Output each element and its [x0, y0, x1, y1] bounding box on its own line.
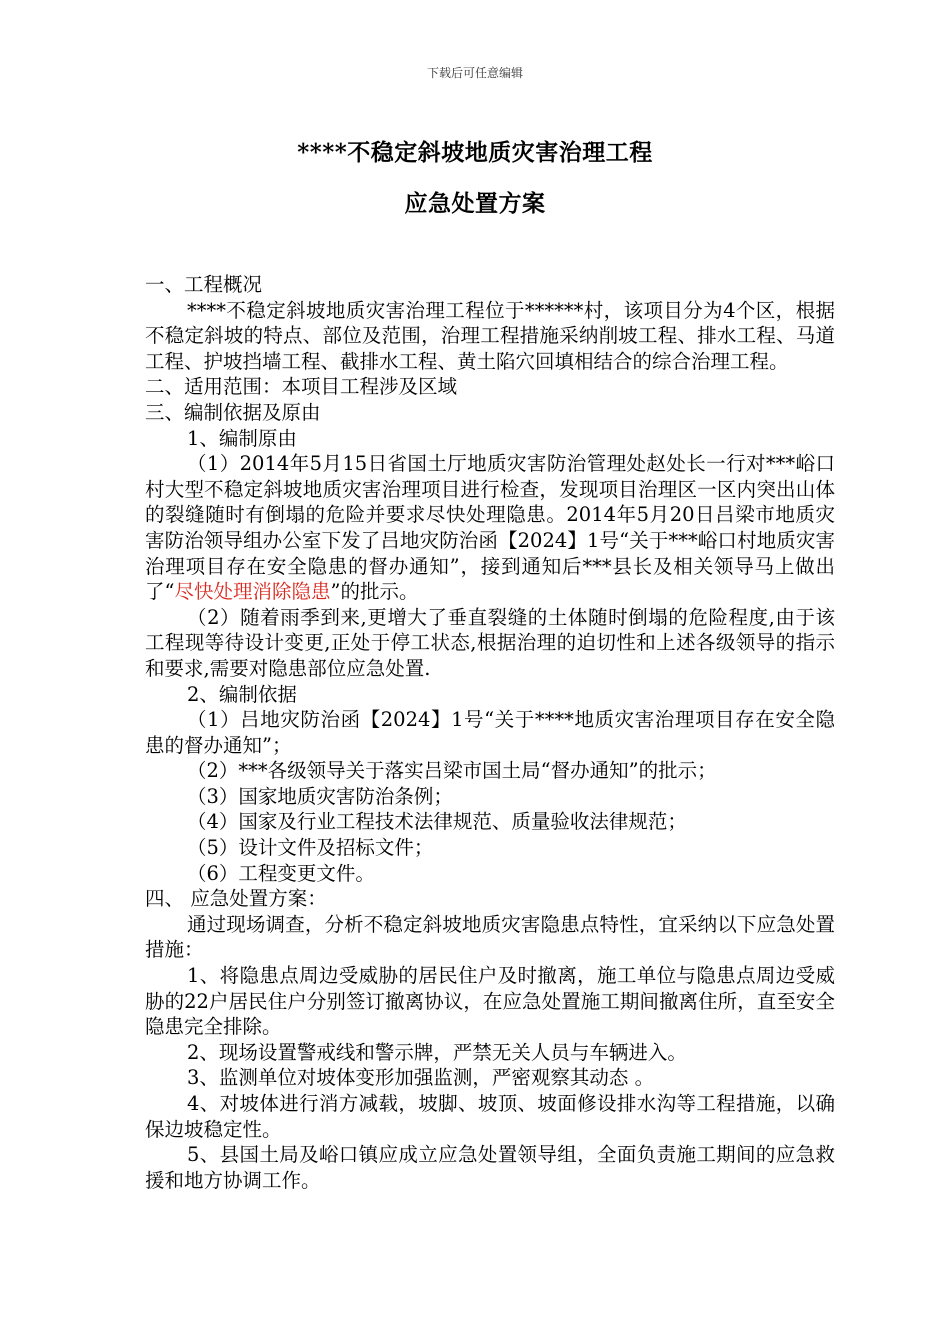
section-heading-plan: 四、 应急处置方案：: [145, 887, 327, 911]
overview-paragraph: ****不稳定斜坡地质灾害治理工程位于******村，该项目分为4个区，根据不稳定斜坡的特点、部位及范围，治理工程措施采纳削坡工程、排水工程、马道工程、护坡挡墙工程、截排水工程、黄土陷穴回填相结合的综合治理工程。: [145, 298, 835, 373]
highlighted-instruction: 尽快处理消除隐患: [174, 580, 331, 604]
subheading-basis: 2、编制依据: [187, 682, 297, 706]
plan-intro: 通过现场调查，分析不稳定斜坡地质灾害隐患点特性，宜采纳以下应急处置措施：: [145, 912, 835, 962]
measure-item-1: 1、将隐患点周边受威胁的居民住户及时撤离，施工单位与隐患点周边受威胁的22户居民住户分别签订撤离协议，在应急处置施工期间撤离住所，直至安全隐患完全排除。: [145, 964, 835, 1039]
reason-text-a: （1）2014年5月15日省国土厅地质灾害防治管理处赵处长一行对***峪口村大型不稳定斜坡地质灾害治理项目进行检查，发现项目治理区一区内突出山体的裂缝随时有倒塌的危险并要求尽快处理隐患。2014年5月20日吕梁市地质灾害防治领导组办公室下发了吕地灾防治函【2024】1号“关于***峪口村地质灾害治理项目存在安全隐患的督办通知”，接到通知后***县长及相关领导马上做出了“: [145, 452, 835, 604]
basis-item-3: （3）国家地质灾害防治条例；: [187, 784, 453, 808]
measure-item-2: 2、现场设置警戒线和警示牌，严禁无关人员与车辆进入。: [187, 1040, 687, 1064]
measure-item-3: 3、监测单位对坡体变形加强监测，严密观察其动态 。: [187, 1066, 655, 1090]
measure-item-4: 4、对坡体进行消方减载，坡脚、坡顶、坡面修设排水沟等工程措施，以确保边坡稳定性。: [145, 1092, 835, 1141]
basis-item-4: （4）国家及行业工程技术法律规范、质量验收法律规范；: [187, 810, 687, 834]
document-subtitle: 应急处置方案: [404, 190, 546, 217]
reason-paragraph-1: [145, 451, 835, 605]
reason-paragraph-2: （2）随着雨季到来,更增大了垂直裂缝的土体随时倒塌的危险程度,由于该工程现等待设计变更,正处于停工状态,根据治理的迫切性和上述各级领导的指示和要求,需要对隐患部位应急处置.: [145, 605, 835, 680]
subheading-reason: 1、编制原由: [187, 426, 297, 450]
document-body: [145, 272, 835, 1193]
reason-text-b: ”的批示。: [330, 580, 419, 604]
measure-item-5: 5、县国土局及峪口镇应成立应急处置领导组，全面负责施工期间的应急救援和地方协调工作。: [145, 1143, 835, 1192]
basis-item-1: （1）吕地灾防治函【2024】1号“关于****地质灾害治理项目存在安全隐患的督办通知”；: [145, 708, 835, 757]
document-title: ****不稳定斜坡地质灾害治理工程: [297, 139, 653, 166]
basis-item-5: （5）设计文件及招标文件；: [187, 836, 434, 860]
basis-item-6: （6）工程变更文件。: [187, 861, 375, 885]
section-heading-basis: 三、编制依据及原由: [145, 400, 321, 424]
section-heading-scope: 二、适用范围：本项目工程涉及区域: [145, 375, 458, 399]
basis-item-2: （2）***各级领导关于落实吕梁市国土局“督办通知”的批示；: [187, 759, 717, 783]
section-heading-overview: 一、工程概况: [145, 273, 263, 296]
header-note: 下载后可任意编辑: [426, 66, 523, 80]
